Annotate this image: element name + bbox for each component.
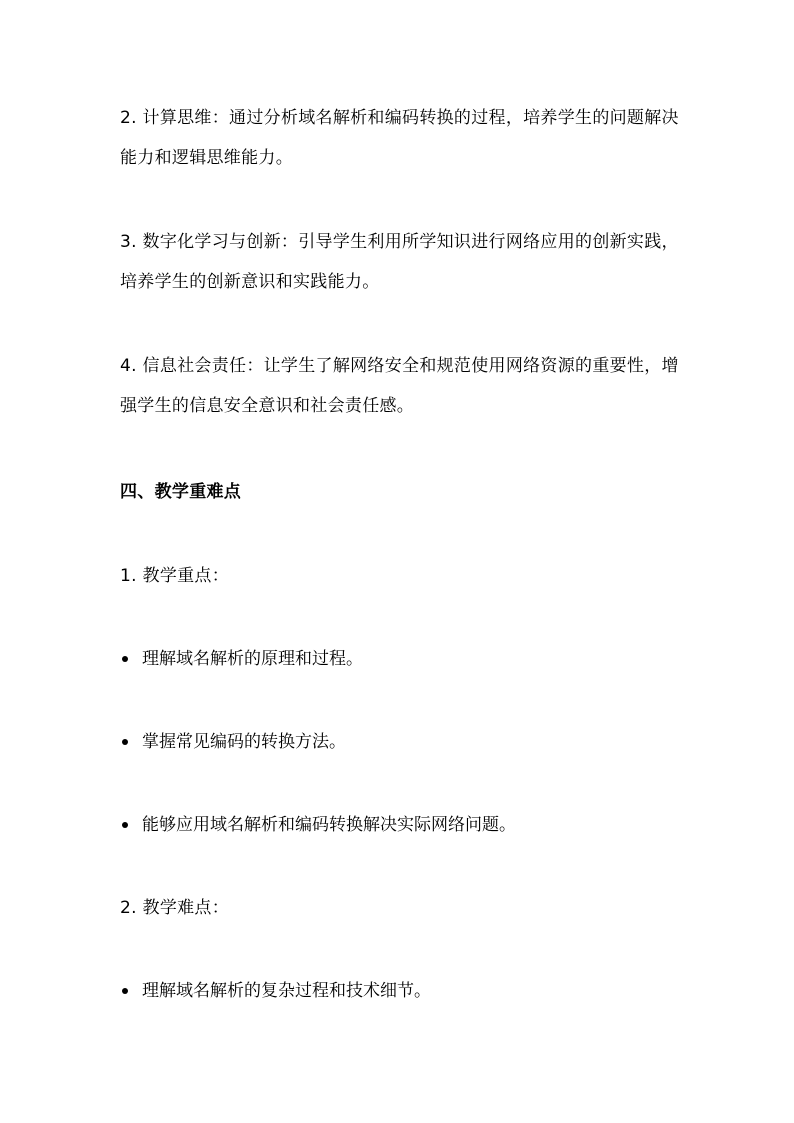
paragraph-social-responsibility: 4. 信息社会责任：让学生了解网络安全和规范使用网络资源的重要性，增强学生的信息安全意识和社会责任感。 — [120, 356, 679, 416]
key-points-label: 1. 教学重点： — [120, 566, 230, 586]
difficult-points-label: 2. 教学难点： — [120, 898, 230, 918]
bullet-icon — [122, 656, 128, 662]
paragraph-digital-learning: 3. 数字化学习与创新：引导学生利用所学知识进行网络应用的创新实践，培养学生的创新意识和实践能力。 — [120, 232, 679, 292]
bullet-icon — [122, 822, 128, 828]
list-item-text: 理解域名解析的复杂过程和技术细节。 — [142, 981, 431, 1001]
list-item — [120, 644, 680, 674]
list-item-text: 掌握常见编码的转换方法。 — [142, 732, 346, 752]
paragraph-computational-thinking: 2. 计算思维：通过分析域名解析和编码转换的过程，培养学生的问题解决能力和逻辑思维能力。 — [120, 108, 679, 168]
section-heading: 四、教学重难点 — [120, 482, 242, 502]
list-item-text: 能够应用域名解析和编码转换解决实际网络问题。 — [142, 815, 516, 835]
list-item — [120, 727, 680, 757]
bullet-icon — [122, 988, 128, 994]
bullet-icon — [122, 739, 128, 745]
list-item-text: 理解域名解析的原理和过程。 — [142, 649, 363, 669]
list-item — [120, 810, 680, 840]
list-item — [120, 976, 680, 1006]
